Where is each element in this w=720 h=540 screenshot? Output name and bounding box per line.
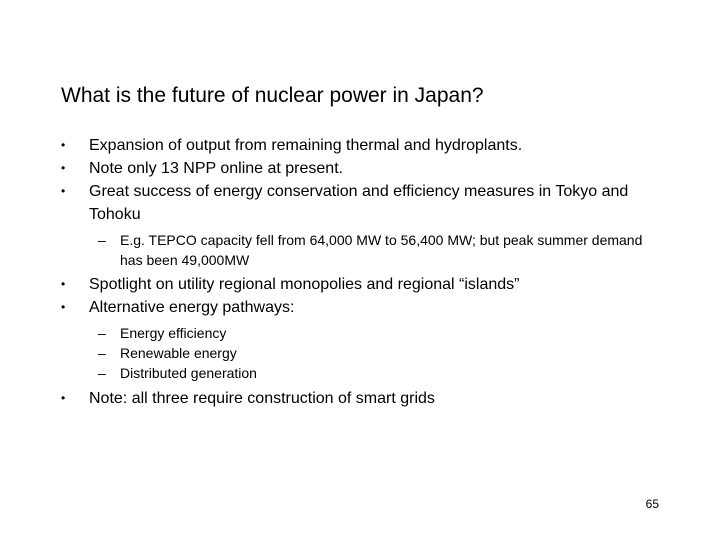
bullet-text: Great success of energy conservation and efficiency measures in Tokyo and Tohoku: [89, 183, 629, 223]
bullet-item: [0, 180, 649, 226]
bullet-icon: •: [61, 277, 66, 291]
dash-icon: –: [98, 325, 106, 341]
bullet-text: Alternative energy pathways:: [89, 299, 295, 316]
dash-icon: –: [98, 232, 106, 248]
slide-title: What is the future of nuclear power in Japan?: [61, 84, 484, 107]
bullet-item: [0, 387, 649, 410]
sub-bullet-item: [0, 363, 660, 383]
sub-bullet-text: Energy efficiency: [120, 325, 227, 341]
sub-bullet-item: [0, 343, 660, 363]
bullet-icon: •: [61, 138, 66, 152]
bullet-item: [0, 157, 649, 180]
bullet-text: Spotlight on utility regional monopolies and regional “islands”: [89, 276, 520, 293]
bullet-text: Note only 13 NPP online at present.: [89, 160, 344, 177]
bullet-item: [0, 296, 649, 319]
bullet-item: [0, 134, 649, 157]
page-number: 65: [645, 497, 659, 511]
bullet-item: [0, 273, 649, 296]
bullet-icon: •: [61, 300, 66, 314]
bullet-icon: •: [61, 391, 66, 405]
sub-bullet-text: E.g. TEPCO capacity fell from 64,000 MW to 56,400 MW; but peak summer demand has been 49,000MW: [120, 232, 643, 268]
sub-bullet-text: Distributed generation: [120, 365, 257, 381]
sub-bullet-text: Renewable energy: [120, 345, 237, 361]
dash-icon: –: [98, 345, 106, 361]
bullet-icon: •: [61, 161, 66, 175]
dash-icon: –: [98, 365, 106, 381]
sub-bullet-item: [0, 323, 660, 343]
bullet-text: Note: all three require construction of smart grids: [89, 390, 435, 407]
bullet-text: Expansion of output from remaining thermal and hydroplants.: [89, 137, 523, 154]
slide-body: [0, 134, 720, 410]
bullet-icon: •: [61, 184, 66, 198]
sub-bullet-item: [0, 230, 660, 270]
